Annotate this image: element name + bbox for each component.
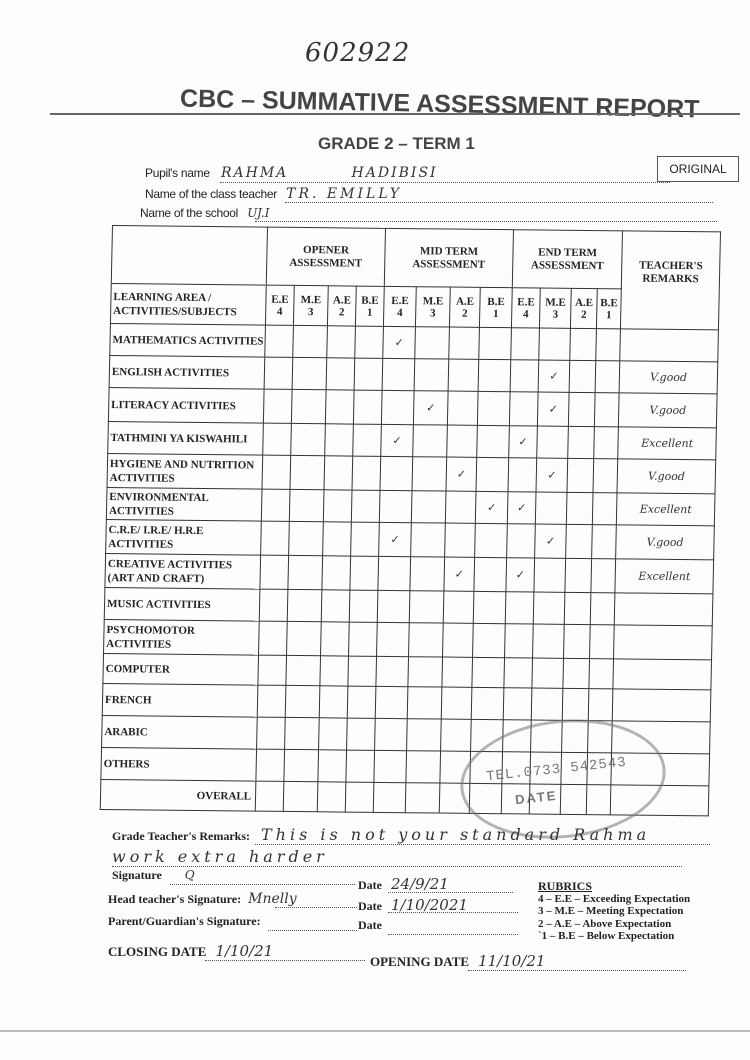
level-code: M.E: [422, 294, 444, 307]
teacher-remark: [614, 625, 713, 660]
grade-cell: [257, 685, 286, 717]
grade-cell: [408, 657, 443, 687]
pupil-name-label: Pupil's name: [145, 166, 210, 180]
grade-cell: [507, 524, 536, 558]
grade-cell: [477, 425, 510, 457]
grade-cell: [590, 593, 615, 625]
date-value-2: 1/10/2021: [391, 896, 468, 914]
level-header: [265, 285, 294, 325]
subject-name: HYGIENE AND NUTRITION ACTIVITIES: [107, 454, 263, 490]
teacher-remark: Excellent: [616, 493, 715, 526]
grade-cell: [265, 325, 294, 357]
level-header: [327, 286, 356, 326]
grade-cell: [595, 361, 620, 393]
level-code: B.E: [600, 296, 618, 309]
grade-cell: [377, 590, 410, 622]
overall-cell: [255, 781, 284, 811]
level-code: E.E: [391, 294, 409, 307]
school-value: UJ.I: [247, 206, 270, 220]
grade-cell: [259, 589, 288, 621]
teacher-remark: [614, 593, 713, 626]
teachers-remarks-header: TEACHER'S REMARKS: [621, 231, 721, 330]
overall-label: OVERALL: [100, 780, 256, 812]
closing-date-row: [108, 942, 273, 960]
grade-cell: [287, 589, 322, 621]
class-teacher-label: Name of the class teacher: [145, 187, 277, 201]
grade-cell: [447, 391, 478, 425]
grade-cell: [479, 327, 512, 359]
pupil-first-name: RAHMA: [220, 165, 289, 181]
grade-cell: [531, 688, 563, 720]
grade-cell: [594, 427, 619, 459]
level-number: 3: [552, 308, 559, 321]
grade-cell: [409, 591, 444, 623]
grade-cell: [293, 325, 328, 357]
handwritten-doc-number: 602922: [305, 38, 411, 68]
teacher-remark: Excellent: [615, 559, 714, 594]
level-code: B.E: [487, 295, 505, 308]
grade-cell: [351, 522, 380, 556]
parent-signature-row: [108, 914, 261, 929]
closing-date-value: 1/10/21: [215, 942, 274, 960]
level-code: A.E: [332, 293, 352, 307]
grade-cell: [445, 523, 476, 557]
grade-cell: [414, 359, 449, 391]
grade-cell: [413, 425, 448, 457]
grade-cell: [285, 685, 320, 717]
grade-cell: [503, 688, 532, 720]
grade-cell: [380, 456, 413, 490]
level-header: [355, 286, 384, 326]
end-term-assessment-header: END TERM ASSESSMENT: [512, 230, 622, 289]
grade-cell: [504, 658, 533, 688]
level-code: B.E: [361, 294, 379, 307]
overall-cell: [345, 782, 374, 812]
title-rule: [50, 113, 740, 115]
grade-cell: [510, 360, 539, 392]
subject-name: MATHEMATICS ACTIVITIES: [110, 324, 266, 358]
report-subtitle: GRADE 2 – TERM 1: [318, 134, 475, 153]
learning-area-header: LEARNING AREA / ACTIVITIES/SUBJECTS: [110, 284, 266, 326]
grade-cell: [564, 624, 591, 658]
grade-cell: [381, 390, 414, 424]
teacher-remark: V.good: [618, 393, 717, 428]
date-row-3: [358, 918, 382, 933]
grade-cell: [568, 392, 595, 426]
grade-cell: [533, 624, 565, 658]
grade-cell: [259, 621, 288, 655]
grade-remarks-label: Grade Teacher's Remarks:: [112, 829, 250, 843]
grade-cell: [569, 360, 596, 392]
grade-cell: [511, 328, 540, 360]
grade-cell: [564, 592, 591, 624]
grade-cell: [411, 491, 446, 523]
grade-cell: [325, 390, 354, 424]
grade-cell: [441, 687, 472, 719]
grade-cell: [261, 521, 290, 555]
grade-cell: [475, 523, 508, 557]
signature-row: [112, 868, 195, 883]
level-code: A.E: [574, 296, 594, 309]
grade-cell: [319, 718, 348, 750]
head-signature-label: Head teacher's Signature:: [108, 892, 242, 906]
subject-name: OTHERS: [101, 748, 257, 782]
grade-cell: [375, 718, 408, 750]
grade-cell: [443, 623, 474, 657]
grade-remarks-line2: work extra harder: [112, 847, 328, 866]
grade-cell: [505, 624, 534, 658]
grade-cell: [568, 426, 595, 458]
grade-cell: [594, 393, 619, 427]
grade-cell: [322, 556, 351, 590]
grade-cell: [286, 655, 321, 685]
grade-cell: [406, 751, 441, 783]
grade-cell: [376, 656, 409, 686]
level-number: 4: [396, 306, 403, 319]
level-header: [415, 287, 450, 327]
date-label-2: Date: [358, 899, 382, 913]
level-number: 1: [366, 306, 373, 319]
class-teacher-row: [145, 186, 402, 202]
opening-date-label: OPENING DATE: [370, 954, 470, 969]
grade-cell: [323, 522, 352, 556]
grade-cell: [471, 687, 504, 719]
school-label: Name of the school: [140, 206, 238, 220]
opening-date-value: 11/10/21: [478, 952, 546, 970]
level-header: [570, 288, 597, 328]
grade-cell: [409, 623, 444, 657]
class-teacher-value: TR. EMILLY: [286, 186, 402, 202]
grade-cell: [353, 390, 382, 424]
mid-term-assessment-header: MID TERM ASSESSMENT: [384, 228, 513, 287]
grade-cell: [445, 491, 476, 523]
grade-cell: [590, 625, 615, 659]
grade-cell: [591, 559, 616, 593]
report-title: CBC – SUMMATIVE ASSESSMENT REPORT: [179, 84, 700, 124]
grade-cell: [292, 357, 327, 389]
grade-cell: [291, 423, 326, 455]
tick-mark: ✓: [381, 424, 414, 456]
grade-cell: [382, 358, 415, 390]
grade-cell: [566, 492, 593, 524]
rubrics-title: RUBRICS: [538, 879, 593, 893]
stamp-date-label: DATE: [514, 787, 559, 808]
subject-name: ENGLISH ACTIVITIES: [109, 356, 265, 390]
grade-cell: [323, 490, 352, 522]
grade-cell: [589, 659, 614, 689]
subject-name: C.R.E/ I.R.E/ H.R.E ACTIVITIES: [106, 520, 262, 556]
grade-cell: [256, 749, 285, 781]
stamp-phone: TEL.0733 542543: [485, 754, 628, 786]
grade-cell: [324, 456, 353, 490]
grade-cell: [355, 326, 384, 358]
grade-cell: [596, 329, 621, 361]
grade-cell: [593, 459, 618, 493]
grade-cell: [321, 622, 350, 656]
overall-cell: [405, 783, 440, 813]
grade-cell: [288, 555, 323, 589]
level-number: 1: [605, 308, 612, 321]
grade-cell: [443, 591, 474, 623]
level-number: 3: [307, 305, 314, 318]
tick-mark: ✓: [535, 524, 567, 558]
grade-cell: [588, 689, 613, 721]
grade-cell: [325, 424, 354, 456]
grade-cell: [565, 558, 592, 592]
grade-cell: [566, 524, 593, 558]
grade-cell: [353, 424, 382, 456]
teacher-remark: V.good: [617, 459, 716, 494]
grade-cell: [412, 457, 447, 491]
tick-mark: ✓: [444, 557, 475, 591]
grade-cell: [411, 523, 446, 557]
grade-cell: [375, 686, 408, 718]
grade-cell: [318, 750, 347, 782]
grade-cell: [447, 425, 478, 457]
grade-cell: [407, 687, 442, 719]
school-row: [140, 205, 269, 221]
grade-cell: [472, 657, 505, 687]
grade-cell: [348, 656, 377, 686]
grade-cell: [354, 358, 383, 390]
level-code: M.E: [545, 296, 566, 309]
grade-cell: [326, 358, 355, 390]
grade-cell: [478, 359, 511, 391]
grade-cell: [263, 423, 292, 455]
grade-cell: [410, 557, 445, 591]
tick-mark: ✓: [379, 522, 412, 556]
opener-assessment-header: OPENER ASSESSMENT: [266, 227, 385, 286]
parent-signature-label: Parent/Guardian's Signature:: [108, 914, 261, 928]
grade-cell: [407, 719, 442, 751]
level-code: E.E: [271, 293, 289, 306]
rubric-item: 2 – A.E – Above Expectation: [538, 917, 672, 930]
subject-name: MUSIC ACTIVITIES: [104, 588, 260, 622]
grade-cell: [289, 521, 324, 555]
subject-name: CREATIVE ACTIVITIES (ART AND CRAFT): [105, 554, 261, 590]
grade-cell: [284, 749, 319, 781]
grade-cell: [320, 656, 349, 686]
date-value-1: 24/9/21: [391, 875, 449, 893]
grade-cell: [537, 426, 569, 458]
level-number: 4: [276, 305, 283, 318]
teacher-remark: [613, 659, 712, 690]
level-header: [449, 287, 480, 327]
teacher-remark: Excellent: [618, 427, 717, 460]
teacher-remark: [620, 329, 719, 362]
level-header: [596, 289, 621, 329]
grade-cell: [592, 525, 617, 559]
grade-cell: [264, 357, 293, 389]
teacher-remark: V.good: [616, 525, 715, 560]
grade-cell: [379, 490, 412, 522]
grade-cell: [377, 622, 410, 656]
tick-mark: ✓: [383, 326, 416, 358]
signature-label: Signature: [112, 868, 162, 882]
level-header: [511, 288, 540, 328]
tick-mark: ✓: [506, 558, 535, 592]
grade-cell: [285, 717, 320, 749]
subject-name: PSYCHOMOTOR ACTIVITIES: [104, 620, 260, 656]
grade-cell: [287, 621, 322, 655]
rubric-item: 4 – E.E – Exceeding Expectation: [538, 892, 691, 905]
level-code: A.E: [455, 295, 475, 308]
grade-cell: [289, 489, 324, 521]
grade-cell: [349, 622, 378, 656]
grade-cell: [351, 490, 380, 522]
grade-cell: [261, 489, 290, 521]
grade-cell: [567, 458, 594, 492]
grade-cell: [449, 327, 480, 359]
tick-mark: ✓: [538, 360, 570, 392]
opening-date-row: [370, 952, 545, 970]
grade-cell: [291, 389, 326, 423]
tick-mark: ✓: [509, 426, 538, 458]
grade-cell: [378, 556, 411, 590]
grade-cell: [327, 326, 356, 358]
pupil-last-name: HADIBISI: [351, 165, 438, 181]
teacher-remark: [612, 689, 711, 722]
tick-mark: ✓: [536, 458, 568, 492]
signature-value: Q: [184, 868, 195, 882]
teacher-remark: V.good: [619, 361, 718, 394]
subject-name: ENVIRONMENTAL ACTIVITIES: [106, 488, 262, 522]
subject-name: TATHMINI YA KISWAHILI: [108, 422, 264, 456]
rubric-item: 3 – M.E – Meeting Expectation: [538, 905, 684, 917]
grade-cell: [474, 557, 507, 591]
bottom-scan-edge: [0, 1030, 750, 1032]
grade-cell: [263, 389, 292, 423]
level-code: E.E: [517, 295, 535, 308]
grade-cell: [505, 592, 534, 624]
level-header: [479, 287, 512, 327]
grade-remarks-row: [112, 825, 650, 844]
grade-cell: [477, 391, 510, 425]
grade-cell: [347, 686, 376, 718]
grade-cell: [534, 558, 566, 592]
grade-cell: [349, 590, 378, 622]
tick-mark: ✓: [475, 491, 508, 523]
grade-cell: [563, 658, 590, 688]
level-number: 4: [522, 307, 529, 320]
grade-cell: [258, 655, 287, 685]
grade-cell: [350, 556, 379, 590]
grade-cell: [448, 359, 479, 391]
grade-cell: [290, 455, 325, 489]
closing-date-label: CLOSING DATE: [108, 944, 207, 959]
rubrics-legend: [538, 880, 690, 943]
level-number: 2: [338, 305, 345, 318]
grade-cell: [319, 686, 348, 718]
grade-remarks-continued: [112, 847, 328, 866]
grade-cell: [532, 658, 564, 688]
subject-name: FRENCH: [102, 684, 258, 718]
grade-cell: [352, 456, 381, 490]
grade-cell: [346, 750, 375, 782]
grade-cell: [533, 592, 565, 624]
grade-cell: [321, 590, 350, 622]
head-signature-row: [108, 891, 297, 907]
level-number: 1: [492, 307, 499, 320]
grade-cell: [476, 457, 509, 491]
date-label-3: Date: [358, 918, 382, 932]
level-header: [539, 288, 571, 328]
grade-cell: [441, 719, 472, 751]
grade-cell: [347, 718, 376, 750]
original-badge: ORIGINAL: [657, 156, 739, 182]
grade-cell: [415, 327, 450, 359]
grade-remarks-line1: This is not your standard Rahma: [260, 825, 651, 844]
grade-cell: [570, 328, 597, 360]
rubric-item: `1 – B.E – Below Expectation: [538, 930, 675, 942]
grade-cell: [262, 455, 291, 489]
grade-cell: [473, 623, 506, 657]
grade-cell: [442, 657, 473, 687]
tick-mark: ✓: [537, 392, 569, 426]
grade-cell: [539, 328, 571, 360]
head-signature-value: Mnelly: [248, 891, 297, 907]
subject-name: COMPUTER: [103, 654, 259, 686]
overall-cell: [317, 782, 346, 812]
grade-cell: [592, 493, 617, 525]
level-number: 3: [429, 306, 436, 319]
level-number: 2: [461, 307, 468, 320]
tick-mark: ✓: [446, 457, 477, 491]
pupil-name-row: [145, 165, 438, 181]
level-number: 2: [580, 308, 587, 321]
subject-name: ARABIC: [102, 716, 258, 750]
grade-cell: [257, 717, 286, 749]
level-header: [383, 286, 416, 326]
tick-mark: ✓: [507, 492, 536, 524]
grade-cell: [473, 591, 506, 623]
table-group-header-row: [111, 226, 720, 290]
overall-cell: [373, 782, 406, 812]
grade-cell: [535, 492, 567, 524]
grade-cell: [260, 555, 289, 589]
grade-cell: [374, 750, 407, 782]
grade-cell: [509, 392, 538, 426]
subject-name: LITERACY ACTIVITIES: [108, 388, 264, 424]
date-label-1: Date: [358, 878, 382, 892]
grade-cell: [508, 458, 537, 492]
overall-cell: [283, 781, 318, 811]
tick-mark: ✓: [413, 391, 448, 425]
date-row-1: [358, 875, 449, 893]
level-header: [293, 285, 328, 325]
level-code: M.E: [300, 293, 322, 306]
grade-cell: [562, 688, 589, 720]
